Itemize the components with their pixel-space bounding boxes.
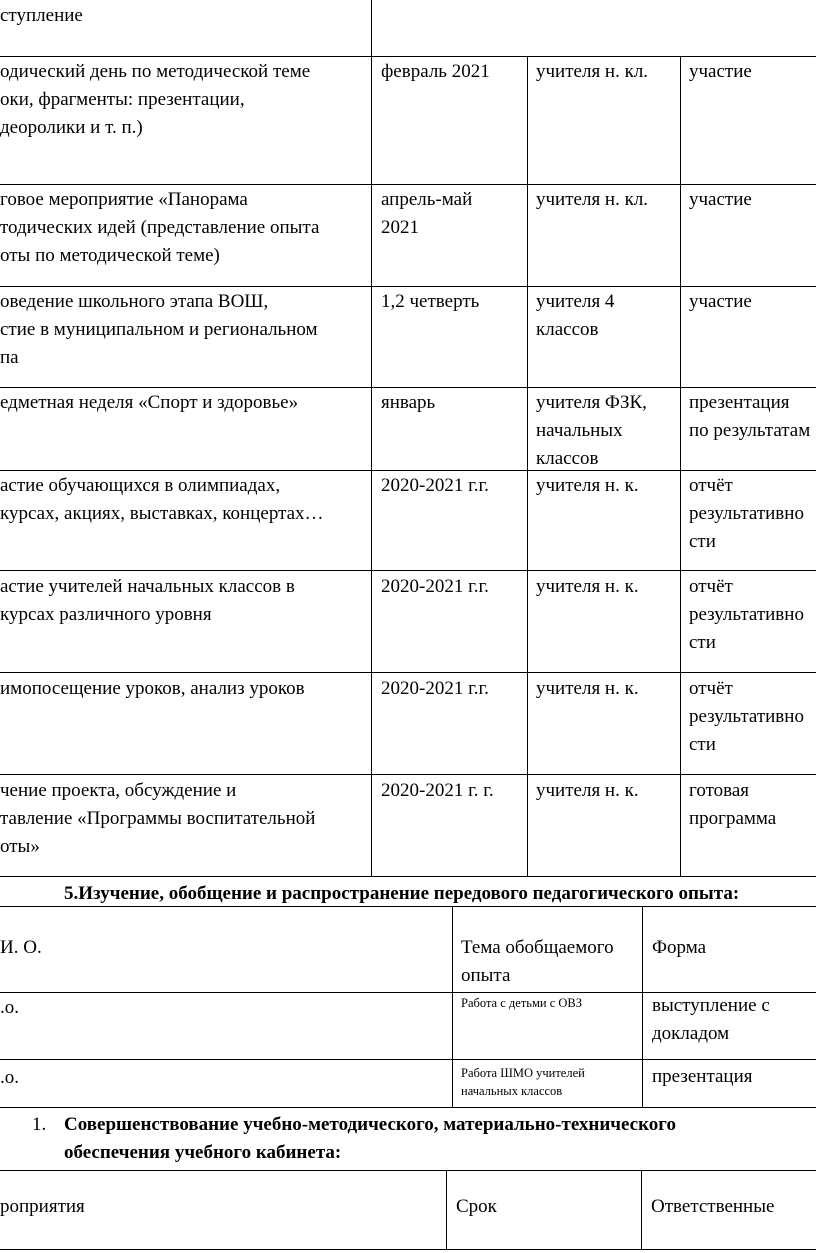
date-cell: апрель-май 2021 <box>381 189 473 238</box>
row-divider <box>0 1107 816 1108</box>
table-header-cell: ступление <box>0 5 83 26</box>
responsible-header: Ответственные <box>651 1196 775 1217</box>
row-divider <box>0 774 816 775</box>
event-cell: едметная неделя «Спорт и здоровье» <box>0 392 299 413</box>
event-cell: одический день по методической теме оки, фрагменты: презентации, деоролики и т. п.) <box>0 61 311 138</box>
row-divider <box>0 286 816 287</box>
result-cell: участие <box>689 61 752 82</box>
event-cell: имопосещение уроков, анализ уроков <box>0 678 305 699</box>
responsible-cell: учителя н. к. <box>536 780 639 801</box>
row-divider <box>0 570 816 571</box>
row-divider <box>0 672 816 673</box>
event-cell: говое мероприятие «Панорама тодических идей (представление опыта оты по методической теме) <box>0 189 320 266</box>
column-divider <box>680 56 681 877</box>
topic-header: Тема обобщаемого опыта <box>461 937 614 986</box>
row-divider <box>0 1059 816 1060</box>
row-divider <box>0 470 816 471</box>
column-divider <box>642 906 643 1108</box>
row-divider <box>0 56 816 57</box>
result-cell: участие <box>689 291 752 312</box>
date-cell: 1,2 четверть <box>381 291 480 312</box>
section-6-title: Совершенствование учебно-методического, материально-технического обеспечения учебного кабинета: <box>64 1114 676 1163</box>
result-cell: отчёт результативно сти <box>689 576 804 653</box>
date-cell: 2020-2021 г.г. <box>381 576 489 597</box>
section-number: 1. <box>32 1114 47 1135</box>
result-cell: отчёт результативно сти <box>689 475 804 552</box>
result-cell: отчёт результативно сти <box>689 678 804 755</box>
fio-cell: .о. <box>0 1067 19 1088</box>
date-cell: 2020-2021 г. г. <box>381 780 494 801</box>
responsible-cell: учителя н. к. <box>536 475 639 496</box>
date-cell: февраль 2021 <box>381 61 490 82</box>
column-divider <box>371 0 372 877</box>
result-cell: готовая программа <box>689 780 777 829</box>
section-5-title: 5.Изучение, обобщение и распространение передового педагогического опыта: <box>64 883 740 904</box>
row-divider <box>0 1170 816 1171</box>
responsible-cell: учителя н. кл. <box>536 189 649 210</box>
event-cell: астие обучающихся в олимпиадах, курсах, акциях, выставках, концертах… <box>0 475 324 524</box>
topic-cell: Работа с детьми с ОВЗ <box>461 996 583 1010</box>
fio-header: И. О. <box>0 937 42 958</box>
row-divider <box>0 184 816 185</box>
responsible-cell: учителя 4 классов <box>536 291 615 340</box>
fio-cell: .о. <box>0 997 19 1018</box>
event-cell: оведение школьного этапа ВОШ, стие в муниципальном и региональном па <box>0 291 318 368</box>
row-divider <box>0 387 816 388</box>
row-divider <box>0 876 816 877</box>
result-cell: презентация по результатам <box>689 392 811 441</box>
column-divider <box>641 1170 642 1250</box>
form-header: Форма <box>652 937 707 958</box>
date-cell: январь <box>381 392 436 413</box>
date-cell: 2020-2021 г.г. <box>381 475 489 496</box>
date-header: Срок <box>456 1196 497 1217</box>
event-cell: астие учителей начальных классов в курсах различного уровня <box>0 576 295 625</box>
date-cell: 2020-2021 г.г. <box>381 678 489 699</box>
result-cell: участие <box>689 189 752 210</box>
responsible-cell: учителя н. к. <box>536 576 639 597</box>
column-divider <box>452 906 453 1108</box>
event-header: роприятия <box>0 1196 85 1217</box>
form-cell: презентация <box>652 1066 753 1087</box>
responsible-cell: учителя н. кл. <box>536 61 649 82</box>
column-divider <box>527 56 528 877</box>
column-divider <box>446 1170 447 1250</box>
form-cell: выступление с докладом <box>652 995 770 1044</box>
row-divider <box>0 906 816 907</box>
topic-cell: Работа ШМО учителей начальных классов <box>461 1066 585 1098</box>
row-divider <box>0 1249 816 1250</box>
responsible-cell: учителя ФЗК, начальных классов <box>536 392 647 469</box>
event-cell: чение проекта, обсуждение и тавление «Программы воспитательной оты» <box>0 780 316 857</box>
responsible-cell: учителя н. к. <box>536 678 639 699</box>
